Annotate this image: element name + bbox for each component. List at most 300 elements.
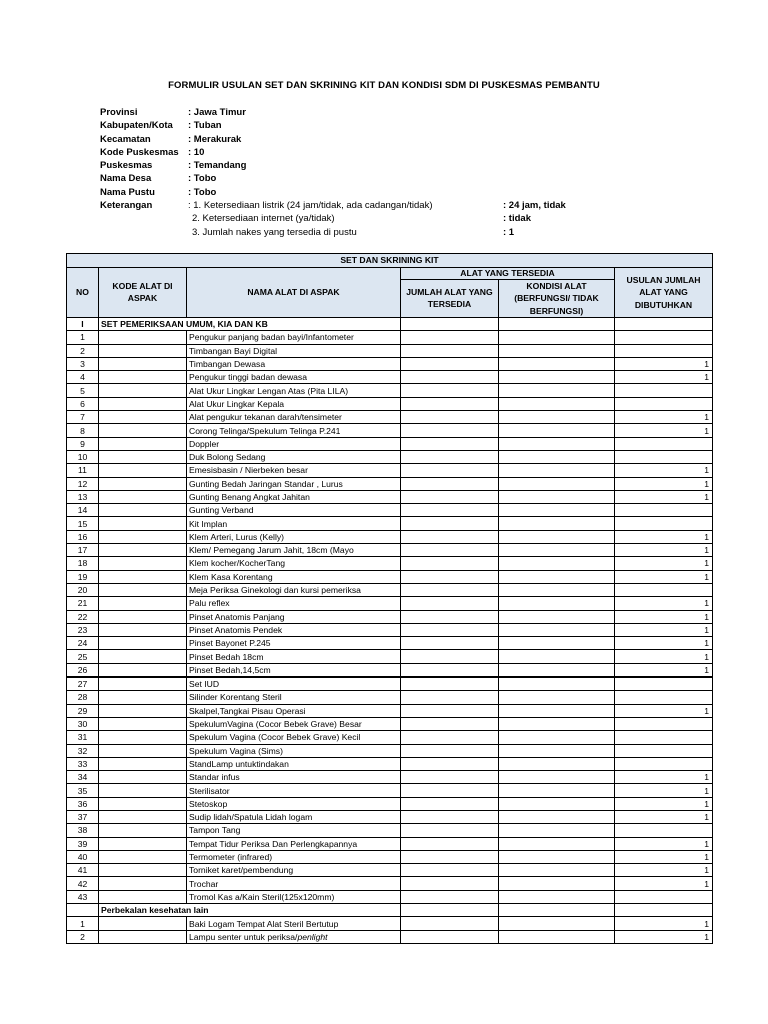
col-usulan-header: USULAN JUMLAH ALAT YANG DIBUTUHKAN [615,267,713,318]
cell-kode [99,704,187,717]
item-name: Pinset Anatomis Panjang [189,611,285,622]
cell-kode [99,331,187,344]
cell-no: 41 [67,864,99,877]
item-name: Set IUD [189,679,220,690]
cell-kode [99,477,187,490]
cell-kondisi [499,810,615,823]
cell-no: 35 [67,784,99,797]
cell-nama [187,597,401,610]
cell-nama [187,930,401,943]
cell-usulan [615,744,713,757]
cell-kode [99,824,187,837]
cell-jumlah [401,890,499,903]
note-value: : 1 [503,226,515,238]
item-name: Stetoskop [189,798,228,809]
cell-kondisi [499,504,615,517]
cell-no: 3 [67,357,99,370]
cell-nama [187,744,401,757]
cell-nama [187,357,401,370]
cell-kondisi [499,757,615,770]
cell-jumlah [401,557,499,570]
cell-no: 15 [67,517,99,530]
cell-kode [99,544,187,557]
cell-usulan [615,824,713,837]
note-text: 3. Jumlah nakes yang tersedia di pustu [192,226,357,238]
table-row [67,557,713,570]
table-row [67,544,713,557]
cell-kondisi [499,717,615,730]
note-text: 2. Ketersediaan internet (ya/tidak) [192,213,335,225]
item-name: Trochar [189,878,219,889]
cell-kode [99,371,187,384]
item-name: Silinder Korentang Steril [189,692,282,703]
item-name: Pinset Anatomis Pendek [189,624,283,635]
cell-kondisi [499,623,615,636]
table-row [67,757,713,770]
cell-jumlah [401,384,499,397]
info-label: Provinsi [100,107,138,118]
cell-jumlah [401,650,499,663]
cell-usulan [615,583,713,596]
cell-kondisi [499,344,615,357]
cell-kondisi [499,530,615,543]
item-name: Baki Logam Tempat Alat Steril Bertutup [189,918,339,929]
cell-nama [187,877,401,890]
cell-no: 39 [67,837,99,850]
cell-jumlah [401,530,499,543]
equipment-table [66,253,713,944]
cell-kode [99,397,187,410]
cell-usulan: 1 [615,663,713,677]
cell-usulan: 1 [615,917,713,930]
table-row [67,663,713,677]
cell-kondisi [499,583,615,596]
cell-nama [187,530,401,543]
cell-usulan: 1 [615,464,713,477]
cell-kondisi [499,877,615,890]
info-value: : Tobo [188,186,217,198]
cell-nama [187,344,401,357]
cell-kondisi [499,637,615,650]
cell-kondisi [499,464,615,477]
info-label: Kabupaten/Kota [100,120,173,132]
item-name: Tempat Tidur Periksa Dan Perlengkapannya [189,838,358,849]
cell-no: 40 [67,850,99,863]
cell-nama [187,397,401,410]
cell-usulan: 1 [615,864,713,877]
table-row [67,397,713,410]
cell-nama [187,450,401,463]
cell-nama [187,637,401,650]
section-no: I [67,318,99,331]
cell-kondisi [499,318,615,331]
cell-no: 17 [67,544,99,557]
cell-kondisi [499,517,615,530]
cell-kode [99,837,187,850]
note-value: : 24 jam, tidak [503,200,566,212]
cell-no: 11 [67,464,99,477]
cell-kode [99,530,187,543]
col-nama-header: NAMA ALAT DI ASPAK [187,267,401,318]
cell-usulan [615,397,713,410]
item-name: Alat Ukur Lingkar Kepala [189,398,285,409]
cell-nama [187,771,401,784]
cell-usulan [615,904,713,917]
cell-nama [187,570,401,583]
cell-kode [99,917,187,930]
cell-jumlah [401,318,499,331]
item-name: Sudip lidah/Spatula Lidah logam [189,812,313,823]
cell-kode [99,464,187,477]
table-row [67,437,713,450]
cell-no: 1 [67,917,99,930]
section-row [67,904,713,917]
cell-usulan [615,318,713,331]
cell-kondisi [499,663,615,677]
cell-jumlah [401,517,499,530]
section-label: SET PEMERIKSAAN UMUM, KIA DAN KB [99,318,401,331]
cell-kondisi [499,397,615,410]
cell-kondisi [499,437,615,450]
col-group-header: ALAT YANG TERSEDIA [401,267,615,279]
cell-no: 18 [67,557,99,570]
cell-no: 30 [67,717,99,730]
cell-kode [99,930,187,943]
cell-nama [187,477,401,490]
cell-usulan: 1 [615,557,713,570]
table-row [67,677,713,691]
cell-jumlah [401,930,499,943]
table-row [67,464,713,477]
item-name: Timbangan Dewasa [189,359,266,370]
cell-no: 32 [67,744,99,757]
cell-no: 31 [67,731,99,744]
cell-no: 5 [67,384,99,397]
cell-jumlah [401,450,499,463]
cell-nama [187,704,401,717]
cell-usulan: 1 [615,930,713,943]
info-label: Nama Pustu [100,186,155,198]
cell-kode [99,637,187,650]
cell-nama [187,623,401,636]
cell-jumlah [401,570,499,583]
cell-usulan: 1 [615,650,713,663]
item-name: Tampon Tang [189,825,241,836]
cell-kondisi [499,650,615,663]
cell-jumlah [401,824,499,837]
note-text: : 1. Ketersediaan listrik (24 jam/tidak, ada cadangan/tidak) [188,200,433,212]
cell-jumlah [401,544,499,557]
item-name: Pinset Bedah,14,5cm [189,664,271,675]
table-row [67,917,713,930]
cell-no: 29 [67,704,99,717]
cell-nama [187,890,401,903]
cell-kondisi [499,704,615,717]
table-row [67,824,713,837]
table-row [67,623,713,636]
item-name: StandLamp untuktindakan [189,758,289,769]
table-row [67,450,713,463]
item-name: Gunting Bedah Jaringan Standar , Lurus [189,478,343,489]
col-no-header: NO [67,267,99,318]
cell-no: 19 [67,570,99,583]
section-label: Perbekalan kesehatan lain [99,904,401,917]
info-value: : Tobo [188,173,217,185]
item-name: Gunting Verband [189,505,254,516]
cell-usulan: 1 [615,810,713,823]
cell-kondisi [499,784,615,797]
cell-kondisi [499,824,615,837]
cell-kode [99,583,187,596]
table-row [67,837,713,850]
item-name: Pinset Bayonet P.245 [189,638,271,649]
cell-jumlah [401,877,499,890]
table-row [67,610,713,623]
item-name: Klem/ Pemegang Jarum Jahit, 18cm (Mayo [189,545,354,556]
cell-kondisi [499,677,615,691]
cell-jumlah [401,704,499,717]
cell-kode [99,784,187,797]
cell-kondisi [499,771,615,784]
table-row [67,744,713,757]
cell-kode [99,490,187,503]
col-kondisi-header: KONDISI ALAT (BERFUNGSI/ TIDAK BERFUNGSI) [499,279,615,318]
cell-nama [187,384,401,397]
item-name: Kit Implan [189,518,228,529]
cell-kondisi [499,930,615,943]
cell-jumlah [401,583,499,596]
cell-no: 14 [67,504,99,517]
cell-kondisi [499,597,615,610]
table-row [67,771,713,784]
cell-kondisi [499,610,615,623]
section-no [67,904,99,917]
cell-kode [99,437,187,450]
cell-jumlah [401,771,499,784]
cell-nama [187,424,401,437]
info-label: Nama Desa [100,173,152,185]
cell-kode [99,864,187,877]
cell-jumlah [401,717,499,730]
cell-usulan: 1 [615,837,713,850]
cell-kode [99,650,187,663]
cell-jumlah [401,864,499,877]
item-name: Duk Bolong Sedang [189,452,266,463]
cell-kondisi [499,477,615,490]
cell-nama [187,837,401,850]
cell-kode [99,850,187,863]
cell-no: 13 [67,490,99,503]
cell-jumlah [401,731,499,744]
cell-no: 10 [67,450,99,463]
cell-kode [99,757,187,770]
cell-kode [99,504,187,517]
table-row [67,597,713,610]
item-name: Klem Kasa Korentang [189,571,273,582]
cell-usulan: 1 [615,597,713,610]
cell-no: 28 [67,691,99,704]
cell-usulan: 1 [615,371,713,384]
cell-no: 20 [67,583,99,596]
cell-nama [187,411,401,424]
cell-kode [99,890,187,903]
cell-jumlah [401,810,499,823]
info-value: : Jawa Timur [188,107,246,118]
cell-kode [99,450,187,463]
cell-no: 8 [67,424,99,437]
item-name: Pinset Bedah 18cm [189,651,264,662]
col-jumlah-header: JUMLAH ALAT YANG TERSEDIA [401,279,499,318]
info-value: : Temandang [188,160,247,172]
cell-no: 26 [67,663,99,677]
cell-usulan: 1 [615,850,713,863]
cell-kode [99,610,187,623]
item-name: Spekulum Vagina (Cocor Bebek Grave) Kecil [189,732,361,743]
table-row [67,517,713,530]
item-name: Emesisbasin / Nierbeken besar [189,465,308,476]
cell-nama [187,331,401,344]
cell-no: 23 [67,623,99,636]
cell-usulan [615,757,713,770]
table-row [67,411,713,424]
cell-jumlah [401,411,499,424]
cell-kode [99,570,187,583]
cell-kondisi [499,691,615,704]
cell-nama [187,504,401,517]
cell-no: 9 [67,437,99,450]
cell-usulan [615,677,713,691]
cell-usulan: 1 [615,357,713,370]
table-row [67,344,713,357]
table-row [67,930,713,943]
table-row [67,490,713,503]
cell-no: 1 [67,331,99,344]
cell-jumlah [401,837,499,850]
item-name: Meja Periksa Ginekologi dan kursi pemeriksa [189,585,361,596]
info-label: Kecamatan [100,133,151,145]
cell-kondisi [499,450,615,463]
cell-no: 2 [67,344,99,357]
cell-no: 33 [67,757,99,770]
cell-jumlah [401,597,499,610]
cell-usulan: 1 [615,704,713,717]
cell-jumlah [401,331,499,344]
cell-nama [187,691,401,704]
cell-jumlah [401,424,499,437]
cell-no: 22 [67,610,99,623]
cell-kode [99,797,187,810]
item-name: Pengukur panjang badan bayi/Infantometer [189,332,354,343]
cell-no: 21 [67,597,99,610]
cell-usulan [615,691,713,704]
cell-usulan [615,731,713,744]
cell-no: 25 [67,650,99,663]
cell-jumlah [401,797,499,810]
cell-nama [187,650,401,663]
table-row [67,384,713,397]
table-row [67,797,713,810]
cell-nama [187,517,401,530]
table-row [67,650,713,663]
cell-jumlah [401,744,499,757]
cell-nama [187,490,401,503]
cell-jumlah [401,477,499,490]
cell-kondisi [499,357,615,370]
note-value: : tidak [503,213,531,225]
cell-kode [99,517,187,530]
item-name: Lampu senter untuk periksa/ [189,931,298,942]
cell-kondisi [499,797,615,810]
cell-jumlah [401,677,499,691]
table-row [67,504,713,517]
cell-kode [99,691,187,704]
cell-kode [99,557,187,570]
cell-usulan [615,384,713,397]
cell-kode [99,424,187,437]
cell-usulan: 1 [615,637,713,650]
item-name: Standar infus [189,772,240,783]
cell-jumlah [401,464,499,477]
cell-usulan [615,344,713,357]
table-row [67,877,713,890]
cell-usulan [615,450,713,463]
cell-no: 27 [67,677,99,691]
cell-kondisi [499,490,615,503]
item-name-italic: penlight [297,931,328,942]
table-title: SET DAN SKRINING KIT [67,254,713,268]
cell-no: 36 [67,797,99,810]
item-name: Timbangan Bayi Digital [189,345,278,356]
cell-usulan [615,331,713,344]
table-row [67,864,713,877]
cell-kondisi [499,864,615,877]
cell-nama [187,731,401,744]
cell-no: 38 [67,824,99,837]
section-row [67,318,713,331]
item-name: Corong Telinga/Spekulum Telinga P.241 [189,425,341,436]
table-row [67,717,713,730]
info-label: Kode Puskesmas [100,146,179,158]
cell-kondisi [499,331,615,344]
cell-no: 2 [67,930,99,943]
cell-nama [187,864,401,877]
table-row [67,731,713,744]
cell-usulan: 1 [615,424,713,437]
cell-no: 24 [67,637,99,650]
cell-kode [99,384,187,397]
cell-nama [187,717,401,730]
item-name: Klem kocher/KocherTang [189,558,286,569]
cell-no: 37 [67,810,99,823]
cell-jumlah [401,917,499,930]
cell-jumlah [401,784,499,797]
cell-kode [99,771,187,784]
item-name: Alat pengukur tekanan darah/tensimeter [189,412,342,423]
table-row [67,583,713,596]
cell-usulan [615,504,713,517]
cell-kondisi [499,570,615,583]
table-row [67,570,713,583]
cell-kondisi [499,917,615,930]
item-name: Tromol Kas a/Kain Steril(125x120mm) [189,891,335,902]
cell-usulan: 1 [615,610,713,623]
cell-jumlah [401,397,499,410]
cell-no: 42 [67,877,99,890]
cell-kode [99,623,187,636]
cell-jumlah [401,371,499,384]
cell-kondisi [499,384,615,397]
cell-kode [99,717,187,730]
